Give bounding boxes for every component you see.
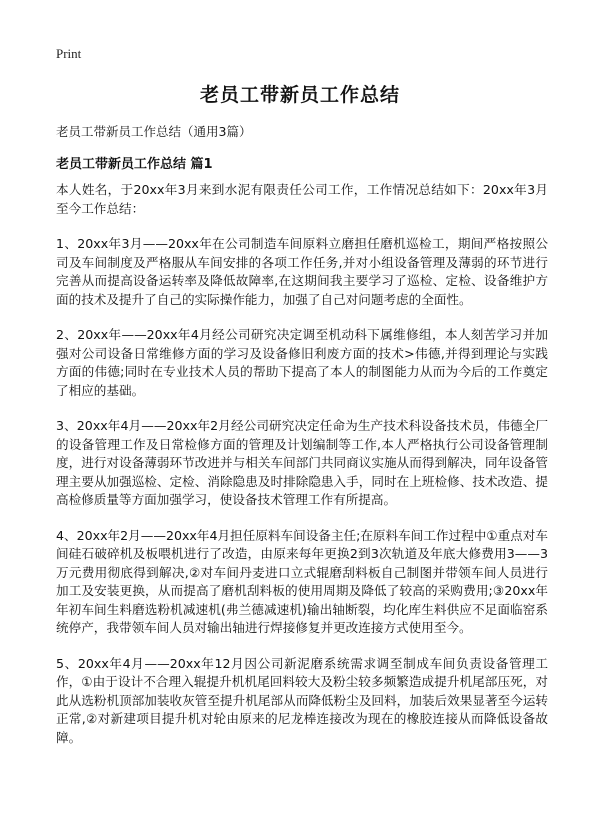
paragraph-1: 1、20xx年3月——20xx年在公司制造车间原料立磨担任磨机巡检工，期间严格按照公司及车间制度及严格服从车间安排的各项工作任务,并对小组设备管理及薄弱的环节进行完善从而提高设备运转率及降低故障率,在这期间我主要学习了巡检、定检、设备维护方面的技术及提升了自己的实际操作能力，加强了自己对问题考虑的全面性。 [56,236,548,307]
paragraph-5: 5、20xx年4月——20xx年12月因公司新泥磨系统需求调至制成车间负责设备管理工作，①由于设计不合理入辊提升机机尾回料较大及粉尘较多频繁造成提升机尾部压死，对此从选粉机顶部加装收灰管至提升机尾部从而降低粉尘及回料，加装后效果显著至今运转正常,②对新建项目提升机对轮由原来的尼龙棒连接改为现在的橡胶连接从而降低设备故障。 [56,655,548,745]
paragraph-2: 2、20xx年——20xx年4月经公司研究决定调至机动科下属维修组，本人刻苦学习并加强对公司设备日常维修方面的学习及设备修旧利废方面的技术>伟德,并得到理论与实践方面的伟德;同时在专业技术人员的帮助下提高了本人的制图能力从而为今后的工作奠定了相应的基础。 [56,327,548,398]
section-heading: 老员工带新员工作总结 篇1 [56,157,213,172]
paragraph-3: 3、20xx年4月——20xx年2月经公司研究决定任命为生产技术科设备技术员，伟德全厂的设备管理工作及日常检修方面的管理及计划编制等工作,本人严格执行公司设备管理制度，进行对设备薄弱环节改进并与相关车间部门共同商议实施从而得到解决，同年设备管理主要从加强巡检、定检、消除隐患及时排除隐患入手，同时在上班检修、技术改造、提高检修质量等方面加强学习，使设备技术管理工作有所提高。 [56,418,548,507]
paragraph-4: 4、20xx年2月——20xx年4月担任原料车间设备主任;在原料车间工作过程中①重点对车间硅石破碎机及板喂机进行了改造，由原来每年更换2到3次轨道及年底大修费用3——3万元费用彻底得到解决,②对车间丹麦进口立式辊磨刮料板自己制图并带领车间人员进行加工及安装更换，从而提高了磨机刮料板的使用周期及降低了较高的采购费用;③20xx年年初车间生料磨选粉机减速机(弗兰德减速机)输出轴断裂，均化库生料供应不足面临窑系统停产，我带领车间人员对输出轴进行焊接修复并更改连接方式使用至今。 [56,527,548,635]
document-subtitle: 老员工带新员工作总结（通用3篇） [56,124,252,139]
body-text [56,181,548,764]
paragraph-intro: 本人姓名，于20xx年3月来到水泥有限责任公司工作，工作情况总结如下：20xx年3月至今工作总结： [56,182,548,216]
print-link[interactable]: Print [56,46,82,61]
document-title: 老员工带新员工作总结 [199,84,400,106]
